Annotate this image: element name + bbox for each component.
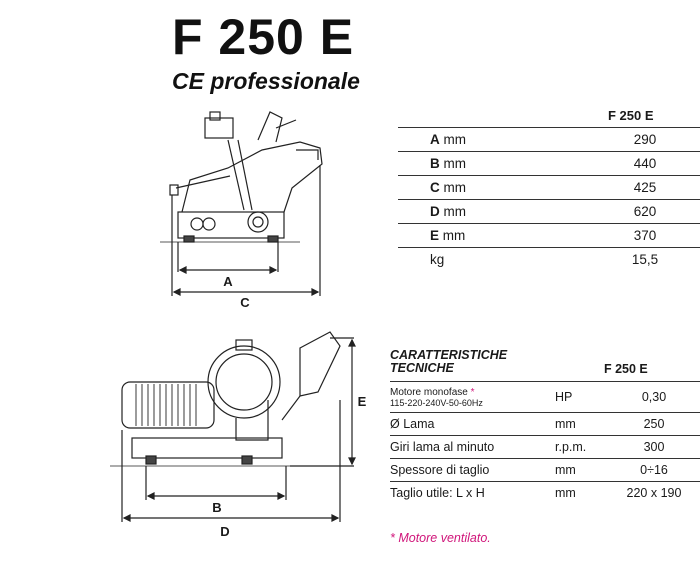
specs-table [390,381,700,504]
specs-title [390,349,507,375]
dimension-label [398,224,564,248]
motor-label-cell [390,382,555,413]
motor-unit: HP [555,382,608,413]
dimension-label [398,128,564,152]
table-row [390,382,700,413]
specs-column-header: F 250 E [604,362,648,376]
dim-label-b: B [212,500,222,515]
spec-value: 220 x 190 [608,482,700,505]
spec-unit: mm [555,459,608,482]
motor-label: Motore monofase [390,386,468,398]
dimension-label [398,200,564,224]
footnote: * Motore ventilato. [390,531,491,545]
spec-value: 250 [608,413,700,436]
spec-unit: r.p.m. [555,436,608,459]
dim-label-a: A [223,274,233,289]
table-row [390,482,700,505]
dim-label-d: D [220,524,230,539]
motor-voltage: 115-220-240V-50-60Hz [390,397,483,408]
dimension-value: 15,5 [564,248,700,272]
side-view-drawing [160,112,322,296]
dimension-key: E [430,228,440,243]
dimension-unit: mm [439,204,466,219]
dim-label-e: E [357,394,367,409]
motor-star: * [470,386,475,398]
spec-label: Giri lama al minuto [390,436,555,459]
specs-title-line1: CARATTERISTICHE [390,348,508,362]
dimension-letters [212,274,366,539]
dimensions-table [398,127,700,271]
dimension-unit: mm [439,156,466,171]
table-row [390,413,700,436]
dimension-unit: mm [439,180,466,195]
table-row [390,459,700,482]
dimensions-column-header: F 250 E [608,108,654,123]
front-view-drawing [110,332,355,522]
dimension-label [398,176,564,200]
spec-value: 0÷16 [608,459,700,482]
dimension-label [398,248,564,272]
dimension-unit: mm [439,228,466,243]
dimension-key: B [430,156,440,171]
spec-unit: mm [555,482,608,505]
spec-label: Taglio utile: L x H [390,482,555,505]
dimension-value: 425 [564,176,700,200]
table-row [398,176,700,200]
dimension-key: C [430,180,440,195]
spec-unit: mm [555,413,608,436]
specs-title-line2: TECNICHE [390,361,454,375]
motor-value: 0,30 [608,382,700,413]
dim-label-c: C [240,295,250,310]
page-subtitle: CE professionale [172,68,360,94]
table-row [398,224,700,248]
spec-label: Ø Lama [390,413,555,436]
dimension-unit: mm [439,132,466,147]
dimension-key: kg [430,252,445,267]
table-row [390,436,700,459]
table-row [398,200,700,224]
dimension-key: D [430,204,440,219]
dimension-key: A [430,132,440,147]
spec-label: Spessore di taglio [390,459,555,482]
table-row [398,128,700,152]
table-row [398,248,700,272]
dimension-value: 290 [564,128,700,152]
table-row [398,152,700,176]
spec-value: 300 [608,436,700,459]
dimension-value: 620 [564,200,700,224]
page-title: F 250 E [172,9,355,65]
dimension-value: 370 [564,224,700,248]
dimension-label [398,152,564,176]
dimension-value: 440 [564,152,700,176]
